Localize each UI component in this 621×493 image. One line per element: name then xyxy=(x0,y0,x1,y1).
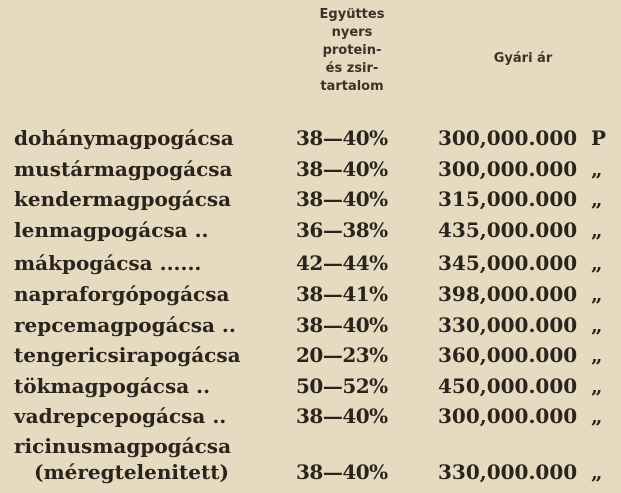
table-row xyxy=(0,432,621,460)
protein-fat-percent: 36—38% xyxy=(296,218,388,242)
table-row xyxy=(0,458,621,486)
table-row xyxy=(0,124,621,152)
table-row xyxy=(0,280,621,308)
table-row xyxy=(0,249,621,277)
price-value: 315,000.000 xyxy=(438,187,578,211)
header-line: tartalom xyxy=(320,79,384,94)
header-line: protein- xyxy=(322,43,382,58)
ditto-mark: „ xyxy=(591,404,603,428)
price-value: 330,000.000 xyxy=(438,460,578,484)
price-value: 450,000.000 xyxy=(438,374,578,398)
table-row xyxy=(0,311,621,339)
product-name: lenmagpogácsa .. xyxy=(14,218,209,242)
protein-fat-percent: 42—44% xyxy=(296,251,388,275)
currency-mark: P xyxy=(591,126,607,150)
table-row xyxy=(0,155,621,183)
ditto-mark: „ xyxy=(591,157,603,181)
product-name: tengericsirapogácsa xyxy=(14,343,241,367)
ditto-mark: „ xyxy=(591,460,603,484)
ditto-mark: „ xyxy=(591,218,603,242)
price-value: 398,000.000 xyxy=(438,282,578,306)
protein-fat-percent: 38—40% xyxy=(296,313,388,337)
product-name: dohánymagpogácsa xyxy=(14,126,234,150)
table-row xyxy=(0,372,621,400)
product-name: kendermagpogácsa xyxy=(14,187,232,211)
product-name: mákpogácsa ...... xyxy=(14,251,202,275)
header-line: nyers xyxy=(331,25,373,40)
ditto-mark: „ xyxy=(591,187,603,211)
header-protein-fat-content xyxy=(292,6,412,96)
ditto-mark: „ xyxy=(591,282,603,306)
price-value: 330,000.000 xyxy=(438,313,578,337)
price-value: 300,000.000 xyxy=(438,157,578,181)
ditto-mark: „ xyxy=(591,313,603,337)
protein-fat-percent: 38—40% xyxy=(296,460,388,484)
protein-fat-percent: 20—23% xyxy=(296,343,388,367)
product-name: napraforgópogácsa xyxy=(14,282,230,306)
protein-fat-percent: 38—40% xyxy=(296,404,388,428)
product-name: mustármagpogácsa xyxy=(14,157,233,181)
header-line: Együttes xyxy=(319,7,385,22)
product-name: ricinusmagpogácsa xyxy=(14,434,232,458)
product-name-note: (méregtelenitett) xyxy=(34,460,229,484)
protein-fat-percent: 38—41% xyxy=(296,282,388,306)
ditto-mark: „ xyxy=(591,374,603,398)
price-value: 360,000.000 xyxy=(438,343,578,367)
price-value: 300,000.000 xyxy=(438,404,578,428)
protein-fat-percent: 38—40% xyxy=(296,126,388,150)
header-factory-price: Gyári ár xyxy=(493,51,553,66)
protein-fat-percent: 50—52% xyxy=(296,374,388,398)
table-row xyxy=(0,216,621,244)
product-name: repcemagpogácsa .. xyxy=(14,313,236,337)
price-value: 300,000.000 xyxy=(438,126,578,150)
table-row xyxy=(0,185,621,213)
price-value: 435,000.000 xyxy=(438,218,578,242)
ditto-mark: „ xyxy=(591,251,603,275)
table-row xyxy=(0,341,621,369)
protein-fat-percent: 38—40% xyxy=(296,187,388,211)
price-value: 345,000.000 xyxy=(438,251,578,275)
product-name: vadrepcepogácsa .. xyxy=(14,404,227,428)
product-name: tökmagpogácsa .. xyxy=(14,374,211,398)
ditto-mark: „ xyxy=(591,343,603,367)
table-row xyxy=(0,402,621,430)
header-line: és zsir- xyxy=(325,61,379,76)
protein-fat-percent: 38—40% xyxy=(296,157,388,181)
